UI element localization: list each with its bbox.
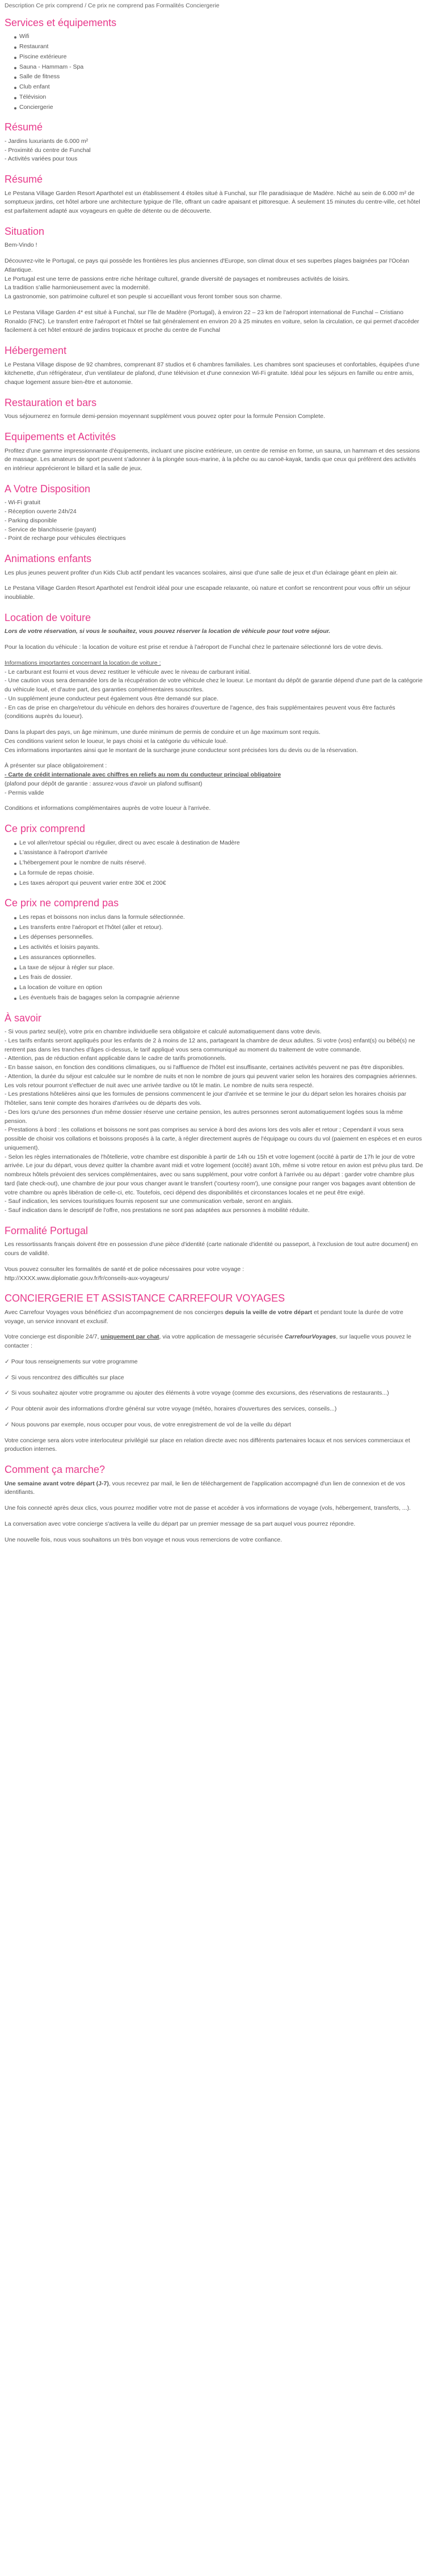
- disposition-line: - Point de recharge pour véhicules électriques: [5, 535, 126, 542]
- list-item: Le vol aller/retour spécial ou régulier, direct ou avec escale à destination de Madère: [5, 839, 423, 848]
- resume-detail-heading: Résumé: [5, 174, 43, 185]
- list-item: Les éventuels frais de bagages selon la compagnie aérienne: [5, 994, 423, 1003]
- comment-paragraph: [5, 1480, 423, 1498]
- list-item: Télévision: [5, 93, 423, 102]
- location-info-line: - Un supplément jeune conducteur peut également vous être demandé sur place.: [5, 695, 219, 702]
- services-heading: Services et équipements: [5, 16, 117, 28]
- a-savoir-line: - Si vous partez seul(e), votre prix en chambre individuelle sera obligatoire et calculé automatiquement dans votre devis.: [5, 1028, 322, 1035]
- situation-line: Découvrez-vite le Portugal, ce pays qui possède les frontières les plus anciennes d'Europe, son climat doux et ses superbes plages baignées par l'Océan Atlantique.: [5, 257, 410, 273]
- disposition-line: - Service de blanchisserie (payant): [5, 526, 96, 533]
- list-item: Restaurant: [5, 43, 423, 52]
- animations-closing-paragraph: Le Pestana Village Garden Resort Aparthotel est l'endroit idéal pour une escapade relaxante, où nature et confort se rencontrent pour vous offrir un séjour inoubliable.: [5, 585, 411, 601]
- a-savoir-line: - Prestations à bord : les collations et boissons ne sont pas comprises au service à bord des avions lors des vols aller et retour ; Cependant il vous sera possible de choisir vos collations et boissons proposés à la carte, à régler directement auprès de l'équipage ou cours du vol (paiement en espèces et en euros uniquement).: [5, 1126, 422, 1151]
- restauration-heading: Restauration et bars: [5, 396, 97, 408]
- hebergement-heading: Hébergement: [5, 345, 67, 356]
- location-required-line: - Permis valide: [5, 789, 44, 796]
- situation-greeting: Bem-Vindo !: [5, 242, 37, 249]
- location-required-card: - Carte de crédit internationale avec chiffres en reliefs au nom du conducteur principal obligatoire: [5, 771, 281, 778]
- list-item: Wifi: [5, 32, 423, 41]
- conciergerie-closing: Votre concierge sera alors votre interlocuteur privilégié sur place en relation directe avec nos différents partenaires locaux et nos services commerciaux et production internes.: [5, 1437, 410, 1453]
- a-savoir-line: - Sauf indication dans le descriptif de l'offre, nos prestations ne sont pas adaptées aux personnes à mobilité réduite.: [5, 1207, 310, 1214]
- list-item: Conciergerie: [5, 103, 423, 112]
- conciergerie-availability-text: Votre concierge est disponible 24/7,: [5, 1333, 101, 1341]
- a-savoir-lines: [5, 1028, 423, 1215]
- restauration-paragraph: Vous séjournerez en formule demi-pension moyennant supplément vous pouvez opter pour la formule Pension Complete.: [5, 413, 325, 420]
- list-item: L'assistance à l'aéroport d'arrivée: [5, 848, 423, 858]
- equipements-paragraph: Profitez d'une gamme impressionnante d'équipements, incluant une piscine extérieure, un centre de remise en forme, un sauna, un hammam et des sessions de massage. Les amateurs de sport peuvent s'adonner à la plongée sous-marine, à la pêche ou au canoë-kayak, tandis que ceux qui préfèrent des activités en intérieur apprécieront le billard et la salle de jeux.: [5, 447, 420, 472]
- list-item: La taxe de séjour à régler sur place.: [5, 964, 423, 973]
- situation-paragraph: [5, 257, 423, 302]
- resume-line: - Activités variées pour tous: [5, 155, 78, 163]
- conciergerie-intro-bold: depuis la veille de votre départ: [225, 1308, 313, 1316]
- a-savoir-line: - En basse saison, en fonction des conditions climatiques, ou si l'affluence de l'hôtel est insuffisante, certaines activités peuvent ne pas être disponibles.: [5, 1064, 404, 1071]
- situation-line: La tradition s'allie harmonieusement avec la modernité.: [5, 284, 150, 292]
- location-required: [5, 762, 423, 797]
- location-info-line: - Le carburant est fourni et vous devez restituer le véhicule avec le niveau de carburant initial.: [5, 668, 251, 675]
- prix-ne-comprend-list: [5, 913, 423, 1003]
- location-intro: Lors de votre réservation, si vous le souhaitez, vous pouvez réserver la location de véhicule pour tout votre séjour.: [5, 628, 331, 635]
- disposition-heading: A Votre Disposition: [5, 483, 91, 495]
- a-savoir-line: - Des lors qu'une des personnes d'un même dossier réserve une certaine pension, les autres personnes seront automatiquement logées sous la même pension.: [5, 1108, 403, 1125]
- formalite-links: [5, 1265, 423, 1283]
- services-list: [5, 32, 423, 112]
- list-item: Les activités et loisirs payants.: [5, 943, 423, 952]
- location-info: [5, 659, 423, 721]
- comment-week-before: Une semaine avant votre départ (J-7): [5, 1480, 109, 1487]
- disposition-lines: [5, 499, 423, 543]
- formalite-paragraph: Les ressortissants français doivent être en possession d'une pièce d'identité (carte nationale d'identité ou passeport, à l'exclusion de tout autre document) en cours de validité.: [5, 1241, 418, 1257]
- list-item: Sauna - Hammam - Spa: [5, 63, 423, 72]
- conciergerie-check: ✓ Si vous souhaitez ajouter votre programme ou ajouter des éléments à votre voyage (comme des excursions, des réservations de restaurants...): [5, 1390, 389, 1397]
- animations-paragraph: Les plus jeunes peuvent profiter d'un Kids Club actif pendant les vacances scolaires, ainsi que d'une salle de jeux et d'un éclairage géant en plein air.: [5, 569, 398, 576]
- situation-line: La gastronomie, son patrimoine culturel et son peuple si accueillant vous feront tomber sous son charme.: [5, 293, 283, 300]
- conciergerie-app-name: CarrefourVoyages: [284, 1333, 336, 1341]
- formalite-line: Vous pouvez consulter les formalités de santé et de police nécessaires pour votre voyage :: [5, 1265, 244, 1273]
- list-item: L'hébergement pour le nombre de nuits réservé.: [5, 859, 423, 868]
- resume-paragraph: Le Pestana Village Garden Resort Aparthotel est un établissement 4 étoiles situé à Funchal, sur l'île paradisiaque de Madère. Niché au sein de 6.000 m² de somptueux jardins, cet hôtel arbore une architecture typique de l'île, offrant un cadre apaisant et pittoresque. À seulement 15 minutes du centre-ville, cet hôtel est parfaitement adapté aux voyageurs en quête de détente ou de découverte.: [5, 189, 420, 214]
- a-savoir-line: - Sauf indication, les services touristiques fournis reposent sur une communication verbale, seront en anglais.: [5, 1198, 293, 1205]
- a-savoir-line: - Attention, pas de réduction enfant applicable dans le cadre de tarifs promotionnels.: [5, 1055, 227, 1062]
- conciergerie-availability-rest: , sur laquelle vous pouvez le contacter :: [5, 1333, 411, 1349]
- resume-heading: Résumé: [5, 121, 43, 133]
- conciergerie-intro: [5, 1308, 423, 1327]
- comment-paragraph: Une fois connecté après deux clics, vous pourrez modifier votre mot de passe et accéder à vos informations de voyage (vols, hébergement, transferts, ...).: [5, 1505, 411, 1511]
- location-heading: Location de voiture: [5, 611, 91, 623]
- comment-paragraph-rest: , vous recevrez par mail, le lien de téléchargement de l'application accompagné d'un lien de connexion et de vos identifiants.: [5, 1480, 406, 1496]
- conciergerie-intro-text: Avec Carrefour Voyages vous bénéficiez d'un accompagnement de nos concierges: [5, 1308, 225, 1316]
- resume-lines: [5, 137, 423, 164]
- hebergement-paragraph: Le Pestana Village dispose de 92 chambres, comprenant 87 studios et 6 chambres familiales. Les chambres sont spacieuses et confortables, équipées d'une kitchenette, d'un réfrigérateur, d'un ventilateur de plafond, d'une télévision et d'une connexion Wi-Fi gratuite. Idéal pour les séjours en famille ou entre amis, chaque logement assure bien-être et autonomie.: [5, 361, 420, 386]
- location-condition-line: Ces informations importantes ainsi que le montant de la surcharge jeune conducteur sont précisées lors du devis ou de la réservation.: [5, 746, 358, 754]
- location-conditions: [5, 728, 423, 755]
- comment-heading: Comment ça marche?: [5, 1464, 106, 1475]
- conciergerie-availability-mid: , via votre application de messagerie sécurisée: [159, 1333, 285, 1341]
- list-item: La formule de repas choisie.: [5, 869, 423, 878]
- list-item: Les transferts entre l'aéroport et l'hôtel (aller et retour).: [5, 923, 423, 932]
- conciergerie-check: ✓ Pour obtenir avoir des informations d'ordre général sur votre voyage (météo, horaires d'ouvertures des services, conseils...): [5, 1405, 337, 1412]
- disposition-line: - Parking disponible: [5, 517, 57, 524]
- list-item: Les dépenses personnelles.: [5, 933, 423, 942]
- list-item: Les frais de dossier.: [5, 973, 423, 982]
- disposition-line: - Réception ouverte 24h/24: [5, 508, 77, 515]
- a-savoir-line: - Attention, la durée du séjour est calculée sur le nombre de nuits et non le nombre de jours qui peuvent varier selon les horaires des compagnies aériennes. Les vols retour pourront s'effectuer de nuit avec une arrivée tardive ou tôt le matin. Le nombre de nuits sera respecté.: [5, 1072, 418, 1089]
- animations-heading: Animations enfants: [5, 553, 92, 564]
- tabs-line[interactable]: Description Ce prix comprend / Ce prix ne comprend pas Formalités Conciergerie: [5, 2, 220, 9]
- formalite-link[interactable]: http://XXXX.www.diplomatie.gouv.fr/fr/conseils-aux-voyageurs/: [5, 1274, 169, 1282]
- prix-ne-comprend-heading: Ce prix ne comprend pas: [5, 897, 119, 909]
- conciergerie-check: ✓ Si vous rencontrez des difficultés sur place: [5, 1374, 124, 1381]
- a-savoir-line: - Selon les règles internationales de l'hôtellerie, votre chambre est disponible à partir de 14h ou 15h et votre logement (occité à partir de 17h le jour de votre arrivée. Le jour du départ, vous devez quitter la chambre avant midi et votre logement (occité) avant 10h, même si votre retour en avion est prévu plus tard. De nombreux hôtels prévoient des services complémentaires, avec ou sans supplément, pour votre confort à l'arrivée ou au départ : garder votre chambre plus tard (late check-out), une chambre de jour pour vous changer avant le transfert ('courtesy room'), une consigne pour ranger vos bagages avant obtention de votre chambre ou après libération de celle-ci, etc. Toutefois, ceci dépend des disponibilités et circonstances locales et ne peut être exigé.: [5, 1153, 423, 1196]
- conciergerie-check: ✓ Nous pouvons par exemple, nous occuper pour vous, de votre enregistrement de vol de la veille du départ: [5, 1421, 291, 1428]
- list-item: Les assurances optionnelles.: [5, 953, 423, 962]
- equipements-heading: Equipements et Activités: [5, 431, 116, 442]
- conciergerie-heading: CONCIERGERIE ET ASSISTANCE CARREFOUR VOYAGES: [5, 1293, 285, 1304]
- location-paragraph: Pour la location du véhicule : la location de voiture est prise et rendue à l'aéroport de Funchal chez le partenaire sélectionné lors de votre devis.: [5, 644, 383, 651]
- list-item: Les taxes aéroport qui peuvent varier entre 30€ et 200€: [5, 879, 423, 888]
- situation-location-paragraph: Le Pestana Village Garden 4* est situé à Funchal, sur l'île de Madère (Portugal), à environ 22 – 23 km de l'aéroport international de Funchal – Cristiano Ronaldo (FNC). Le transfert entre l'aéroport et l'hôtel se fait généralement en environ 20 à 25 minutes en voiture, selon la circulation, ce qui permet d'accéder facilement à cet hôtel entouré de jardins tropicaux et proche du centre de Funchal: [5, 309, 419, 334]
- list-item: Les repas et boissons non inclus dans la formule sélectionnée.: [5, 913, 423, 922]
- disposition-line: - Wi-Fi gratuit: [5, 499, 40, 506]
- a-savoir-line: - Les tarifs enfants seront appliqués pour les enfants de 2 à moins de 12 ans, partageant la chambre de deux adultes. Si votre (vos) enfant(s) ou bébé(s) ne rentrent pas dans les tranches d'âges ci-dessus, le tarif appliqué vous sera communiqué au moment du traitement de votre commande.: [5, 1037, 415, 1053]
- a-savoir-line: - Les prestations hôtelières ainsi que les formules de pensions commencent le jour d'arrivée et se termine le jour du départ selon les horaires choisis par l'hôtelier, sans tenir compte des horaires d'arrivées ou de départs des vols.: [5, 1091, 407, 1107]
- prix-comprend-heading: Ce prix comprend: [5, 823, 86, 834]
- situation-heading: Situation: [5, 225, 45, 237]
- comment-paragraph: La conversation avec votre concierge s'activera la veille du départ par un premier message de sa part auquel vous pourrez répondre.: [5, 1520, 356, 1527]
- list-item: La location de voiture en option: [5, 983, 423, 993]
- list-item: Piscine extérieure: [5, 53, 423, 62]
- location-info-heading: Informations importantes concernant la location de voiture :: [5, 659, 161, 666]
- conciergerie-chat-only: uniquement par chat: [100, 1333, 159, 1341]
- a-savoir-heading: À savoir: [5, 1012, 42, 1024]
- location-info-line: - Une caution vous sera demandée lors de la récupération de votre véhicule chez le loueur. Le montant du dépôt de garantie dépend d'une part de la catégorie du véhicule loué, et d'autre part, des garanties complémentaires souscrites.: [5, 677, 423, 693]
- resume-line: - Jardins luxuriants de 6.000 m²: [5, 137, 88, 145]
- situation-line: Le Portugal est une terre de passions entre riche héritage culturel, grande diversité de paysages et nombreuses activités de loisirs.: [5, 275, 350, 282]
- location-info-line: - En cas de prise en charge/retour du véhicule en dehors des horaires d'ouverture de l'agence, des frais supplémentaires peuvent vous être facturés (conditions auprès du loueur).: [5, 704, 395, 720]
- comment-thanks: Une nouvelle fois, nous vous souhaitons un très bon voyage et nous vous remercions de votre confiance.: [5, 1536, 283, 1543]
- conciergerie-check: ✓ Pour tous renseignements sur votre programme: [5, 1358, 138, 1365]
- location-condition-line: Dans la plupart des pays, un âge minimum, une durée minimum de permis de conduire et un âge maximum sont requis.: [5, 729, 321, 736]
- location-required-heading: À présenter sur place obligatoirement :: [5, 762, 107, 770]
- conciergerie-intro-rest: et pendant toute la durée de votre voyage, un service innovant et exclusif.: [5, 1308, 403, 1325]
- list-item: Club enfant: [5, 83, 423, 92]
- formalite-heading: Formalité Portugal: [5, 1224, 88, 1236]
- location-condition-line: Ces conditions varient selon le loueur, le pays choisi et la catégorie du véhicule loué.: [5, 737, 228, 745]
- conciergerie-availability: [5, 1333, 423, 1351]
- list-item: Salle de fitness: [5, 73, 423, 82]
- prix-comprend-list: [5, 839, 423, 888]
- resume-line: - Proximité du centre de Funchal: [5, 146, 91, 154]
- location-required-line: (plafond pour dépôt de garantie : assurez-vous d'avoir un plafond suffisant): [5, 780, 203, 787]
- location-closing: Conditions et informations complémentaires auprès de votre loueur à l'arrivée.: [5, 805, 211, 812]
